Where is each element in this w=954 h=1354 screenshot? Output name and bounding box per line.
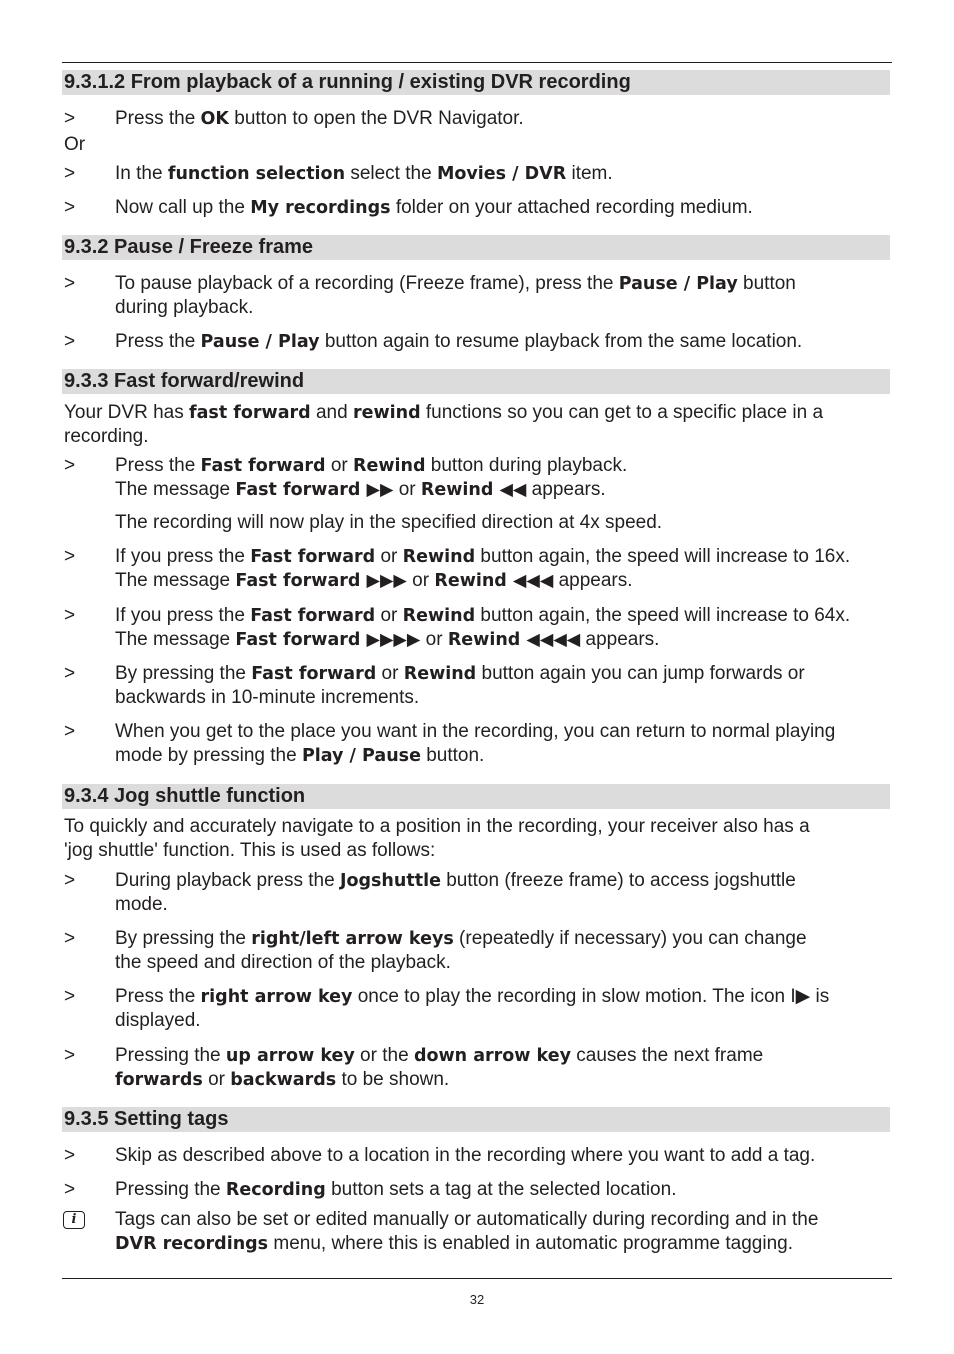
list-item-text [115,985,829,1009]
bullet-marker: > [64,331,76,352]
intro-text [64,425,149,449]
text-segment: Press the [115,986,201,1007]
text-segment: displayed. [115,1010,201,1031]
bold-term: OK [200,109,229,129]
bold-term: Fast forward [250,547,376,567]
text-segment: causes the next frame [571,1045,764,1066]
bold-term: Movies / DVR [436,164,567,184]
text-segment: the speed and direction of the playback. [115,952,451,973]
bold-term: Recording [225,1180,326,1200]
or-separator: Or [64,134,86,155]
bottom-rule [62,1278,892,1279]
text-segment: during playback. [115,297,254,318]
bold-term: Fast forward ▶▶▶ [235,571,407,591]
text-segment: During playback press the [115,870,340,891]
bold-term: Rewind ◀◀◀ [434,571,554,591]
text-segment: appears. [553,570,633,591]
bold-term: Fast forward [200,456,326,476]
text-segment: The message [115,479,236,500]
bullet-marker: > [64,721,76,742]
text-segment: or [420,629,448,650]
list-item-continuation [115,686,419,710]
bold-term: Fast forward [250,606,376,626]
text-segment: item. [566,163,613,184]
text-segment: backwards in 10-minute increments. [115,687,420,708]
text-segment: Press the [115,108,201,129]
text-segment: folder on your attached recording medium. [390,197,753,218]
bold-term: fast forward [188,403,311,423]
bold-term: rewind [352,403,421,423]
bold-term: function selection [167,164,346,184]
text-segment: To pause playback of a recording (Freeze frame), press the [115,273,619,294]
text-segment: to be shown. [336,1069,450,1090]
bold-term: down arrow key [413,1046,572,1066]
list-item-text [115,662,805,686]
text-segment: Skip as described above to a location in the recording where you want to add a tag. [115,1145,816,1166]
text-segment: button (freeze frame) to access jogshuttle [440,870,796,891]
bold-term: Pause / Play [200,332,320,352]
text-segment: menu, where this is enabled in automatic programme tagging. [268,1233,793,1254]
list-item-continuation [115,744,484,768]
text-segment: recording. [64,426,149,447]
intro-text [64,815,810,839]
text-segment: or [375,605,403,626]
bullet-marker: > [64,163,76,184]
bullet-marker: > [64,273,76,294]
bold-term: Play / Pause [301,746,421,766]
bullet-marker: > [64,663,76,684]
list-item-text [115,107,524,131]
bold-term: Pause / Play [618,274,738,294]
list-item-text [115,1044,763,1068]
bold-term: right arrow key [200,987,353,1007]
list-item-text [115,927,807,951]
list-item-continuation [115,893,168,917]
text-segment: and [310,402,353,423]
bold-term: forwards [115,1070,203,1090]
bullet-marker: > [64,546,76,567]
text-segment: If you press the [115,605,251,626]
text-segment: When you get to the place you want in the recording, you can return to normal playing [115,721,836,742]
bold-term: Rewind [402,606,476,626]
text-segment: or the [354,1045,414,1066]
bullet-marker: > [64,1179,76,1200]
list-item-continuation [115,1009,201,1033]
bullet-marker: > [64,108,76,129]
text-segment: button during playback. [425,455,628,476]
bullet-marker: > [64,870,76,891]
list-item-continuation [115,569,633,593]
text-segment: button. [420,745,485,766]
intro-text [64,839,435,863]
list-item-text [115,720,835,744]
text-segment: or [202,1069,231,1090]
text-segment: The message [115,570,236,591]
bold-term: Rewind [353,456,426,476]
bold-term: Rewind [403,664,477,684]
bullet-marker: > [64,455,76,476]
text-segment: functions so you can get to a specific place in a [420,402,824,423]
list-item-continuation [115,1232,793,1256]
text-segment: button to open the DVR Navigator. [228,108,524,129]
list-item-text [115,272,796,296]
bold-term: Fast forward [251,664,377,684]
text-segment: mode. [115,894,168,915]
text-segment: mode by pressing the [115,745,302,766]
bullet-marker: > [64,605,76,626]
list-item-text [115,162,613,186]
bullet-marker: > [64,1145,76,1166]
bold-term: Fast forward ▶▶▶▶ [235,630,421,650]
text-segment: (repeatedly if necessary) you can change [453,928,807,949]
text-segment: Pressing the [115,1179,226,1200]
text-segment: or [376,663,404,684]
section-heading: 9.3.1.2 From playback of a running / existing DVR recording [62,70,890,95]
top-rule [62,62,892,63]
bold-term: Fast forward ▶▶ [235,480,394,500]
text-segment: or [393,479,421,500]
section-heading: 9.3.2 Pause / Freeze frame [62,235,890,260]
text-segment: Press the [115,455,201,476]
bullet-marker: > [64,986,76,1007]
text-segment: once to play the recording in slow motion. The icon I▶ is [352,986,830,1007]
bullet-marker: > [64,928,76,949]
list-item-continuation [115,296,253,320]
bullet-marker: > [64,1045,76,1066]
text-segment: appears. [580,629,660,650]
bold-term: Rewind ◀◀◀◀ [447,630,581,650]
text-segment: 'jog shuttle' function. This is used as follows: [64,840,436,861]
list-item-text [115,604,850,628]
page-number: 32 [469,1292,485,1307]
text-segment: appears. [526,479,606,500]
text-segment: Press the [115,331,201,352]
intro-text [64,401,823,425]
list-item-text [115,330,802,354]
bold-term: up arrow key [225,1046,355,1066]
text-segment: or [325,455,354,476]
text-segment: button sets a tag at the selected location. [325,1179,677,1200]
list-item-continuation [115,478,606,502]
list-item-text [115,869,796,893]
text-segment: button again to resume playback from the same location. [319,331,803,352]
section-heading: 9.3.3 Fast forward/rewind [62,369,890,394]
list-item-text [115,545,850,569]
text-segment: By pressing the [115,663,252,684]
list-item-continuation [115,1068,449,1092]
bold-term: DVR recordings [115,1234,269,1254]
bold-term: right/left arrow keys [251,929,454,949]
section-heading: 9.3.4 Jog shuttle function [62,784,890,809]
text-segment: To quickly and accurately navigate to a position in the recording, your receiver also has a [64,816,810,837]
list-item-note: The recording will now play in the specified direction at 4x speed. [115,512,663,533]
list-item-text [115,454,627,478]
text-segment: Your DVR has [64,402,189,423]
bold-term: My recordings [250,198,391,218]
text-segment: select the [345,163,437,184]
text-segment: Pressing the [115,1045,226,1066]
bold-term: Jogshuttle [339,871,441,891]
list-item-text [115,1208,818,1232]
text-segment: button again, the speed will increase to 16x. [475,546,851,567]
bold-term: backwards [230,1070,337,1090]
section-heading: 9.3.5 Setting tags [62,1107,890,1132]
text-segment: or [406,570,435,591]
bold-term: Rewind ◀◀ [420,480,527,500]
list-item-continuation [115,951,451,975]
list-item-text [115,1144,815,1168]
bullet-marker: > [64,197,76,218]
text-segment: The message [115,629,236,650]
text-segment: Tags can also be set or edited manually or automatically during recording and in the [115,1209,819,1230]
text-segment: By pressing the [115,928,252,949]
text-segment: Now call up the [115,197,251,218]
text-segment: button again you can jump forwards or [476,663,805,684]
text-segment: or [375,546,403,567]
text-segment: button again, the speed will increase to 64x. [475,605,851,626]
bold-term: Rewind [402,547,476,567]
text-segment: button [737,273,796,294]
list-item-continuation [115,628,659,652]
info-icon: i [63,1211,85,1229]
text-segment: In the [115,163,168,184]
text-segment: If you press the [115,546,251,567]
list-item-text [115,196,753,220]
list-item-text [115,1178,676,1202]
